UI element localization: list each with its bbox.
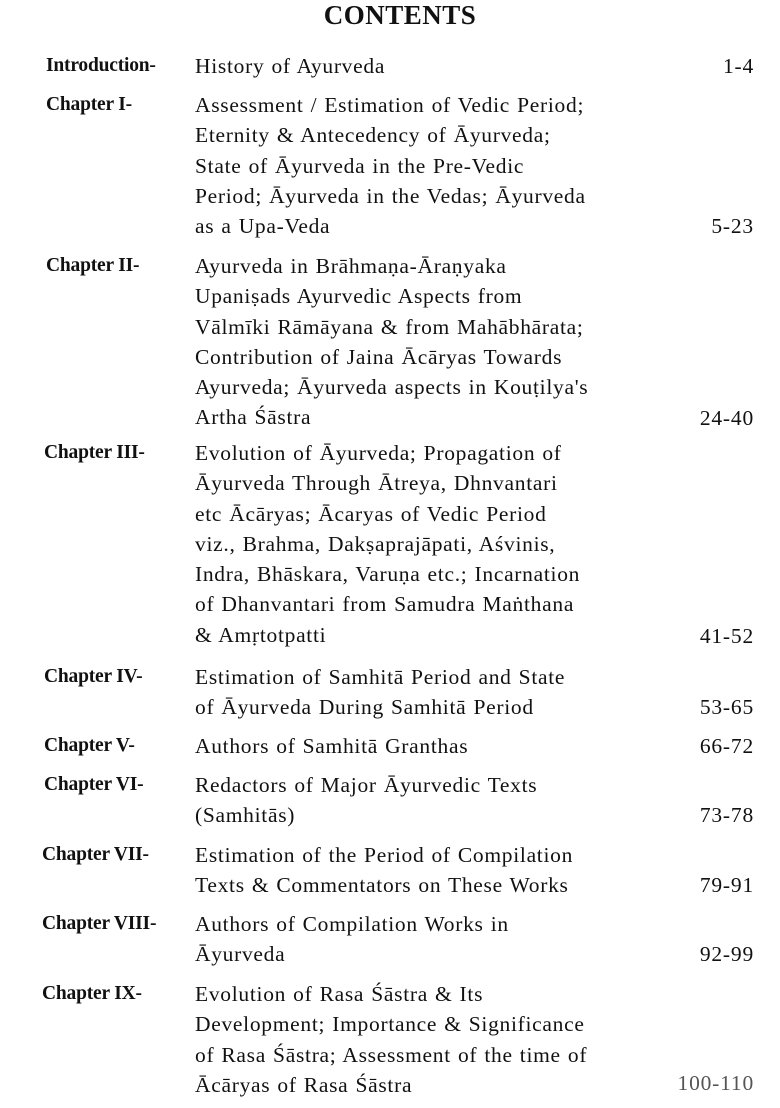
entry-line: Ayurveda; Āyurveda aspects in Kouṭilya's xyxy=(195,375,589,400)
entry-line: Estimation of the Period of Compilation xyxy=(195,843,574,867)
entry-line: of Rasa Śāstra; Assessment of the time of xyxy=(195,1042,588,1067)
entry-line: Development; Importance & Significance xyxy=(195,1012,585,1037)
entry-line: Texts & Commentators on These Works xyxy=(195,873,569,898)
entry-line: State of Āyurveda in the Pre-Vedic xyxy=(195,153,525,178)
entry-line: Upaniṣads Ayurvedic Aspects from xyxy=(195,284,523,309)
entry-text xyxy=(195,840,573,901)
entry-text xyxy=(195,770,537,831)
entry-pages: 100-110 xyxy=(677,1071,754,1095)
entry-line: Indra, Bhāskara, Varuṇa etc.; Incarnation xyxy=(195,562,581,587)
entry-pages: 5-23 xyxy=(711,214,754,238)
entry-pages: 79-91 xyxy=(699,873,754,897)
entry-label: Chapter II- xyxy=(46,255,140,276)
entry-line: Vālmīki Rāmāyana & from Mahābhārata; xyxy=(195,314,584,339)
entry-label: Chapter IX- xyxy=(42,983,142,1004)
entry-text xyxy=(195,979,587,1100)
entry-text xyxy=(195,251,588,433)
entry-label: Chapter I- xyxy=(46,94,132,115)
entry-line: Artha Śāstra xyxy=(195,405,312,430)
entry-line: Eternity & Antecedency of Āyurveda; xyxy=(195,123,551,148)
entry-line: Assessment / Estimation of Vedic Period; xyxy=(195,93,585,117)
entry-line: Āyurveda Through Ātreya, Dhnvantari xyxy=(195,471,558,496)
entry-pages: 73-78 xyxy=(699,803,754,827)
entry-line: Estimation of Samhitā Period and State xyxy=(195,665,566,689)
entry-line: viz., Brahma, Dakṣaprajāpati, Aśvinis, xyxy=(195,531,556,556)
entry-line: Āyurveda xyxy=(195,942,286,967)
entry-line: (Samhitās) xyxy=(195,803,296,828)
entry-line: of Dhanvantari from Samudra Maṅthana xyxy=(195,592,575,617)
entry-label: Introduction- xyxy=(46,55,156,76)
entry-line: Authors of Samhitā Granthas xyxy=(195,734,469,758)
entry-line: of Āyurveda During Samhitā Period xyxy=(195,695,534,720)
entry-line: Evolution of Rasa Śāstra & Its xyxy=(195,982,484,1006)
entry-text xyxy=(195,438,580,650)
entry-line: Contribution of Jaina Ācāryas Towards xyxy=(195,344,563,369)
entry-label: Chapter VI- xyxy=(44,774,144,795)
entry-line: Ayurveda in Brāhmaṇa-Āraṇyaka xyxy=(195,254,507,278)
entry-label: Chapter V- xyxy=(44,735,135,756)
entry-pages: 92-99 xyxy=(699,942,754,966)
entry-text xyxy=(195,731,468,761)
entry-text xyxy=(195,51,385,81)
entry-line: Period; Āyurveda in the Vedas; Āyurveda xyxy=(195,183,586,208)
entry-pages: 24-40 xyxy=(699,406,754,430)
entry-line: History of Ayurveda xyxy=(195,54,386,78)
entry-text xyxy=(195,662,565,723)
entry-label: Chapter VII- xyxy=(42,844,149,865)
entry-text xyxy=(195,909,509,970)
entry-pages: 41-52 xyxy=(699,624,754,648)
entry-line: Redactors of Major Āyurvedic Texts xyxy=(195,773,538,797)
entry-line: & Amṛtotpatti xyxy=(195,622,327,647)
page-title: CONTENTS xyxy=(323,0,477,30)
entry-line: Evolution of Āyurveda; Propagation of xyxy=(195,441,562,465)
entry-label: Chapter IV- xyxy=(44,666,143,687)
entry-line: Authors of Compilation Works in xyxy=(195,912,509,936)
entry-line: as a Upa-Veda xyxy=(195,214,331,239)
entry-line: Ācāryas of Rasa Śāstra xyxy=(195,1072,413,1097)
entry-label: Chapter III- xyxy=(44,442,145,463)
entry-label: Chapter VIII- xyxy=(42,913,157,934)
entry-line: etc Ācāryas; Ācaryas of Vedic Period xyxy=(195,501,547,526)
entry-pages: 66-72 xyxy=(699,734,754,758)
entry-text xyxy=(195,90,586,241)
entry-pages: 1-4 xyxy=(722,54,754,78)
entry-pages: 53-65 xyxy=(699,695,754,719)
